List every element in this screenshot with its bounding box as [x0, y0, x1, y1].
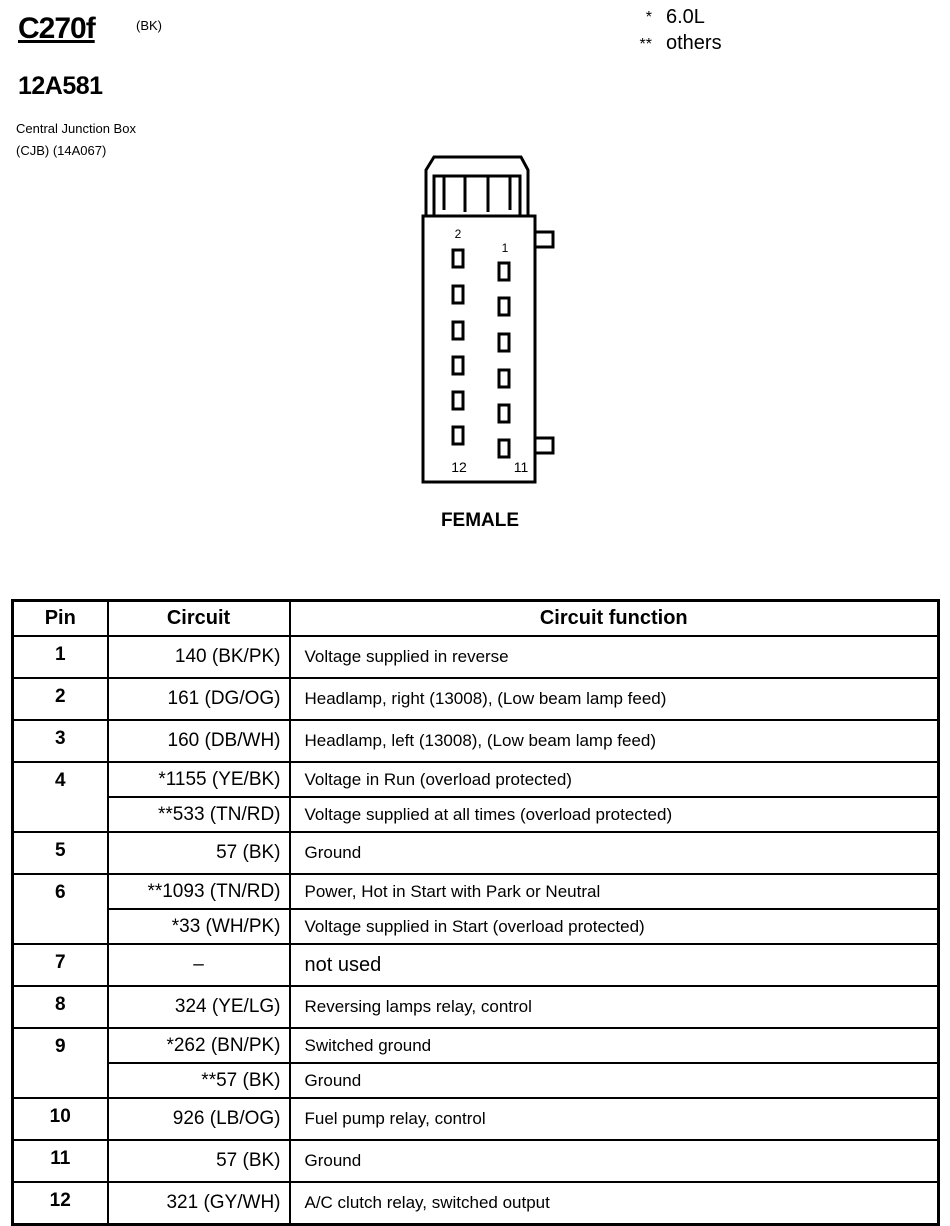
pin-label-12: 12: [451, 459, 467, 475]
connector-tab-bottom: [535, 438, 553, 453]
pin-label-1: 1: [501, 241, 509, 255]
circuit-cell: *1155 (YE/BK): [108, 762, 290, 797]
function-cell: Power, Hot in Start with Park or Neutral: [290, 874, 939, 909]
legend-mark-double-star: **: [639, 36, 652, 53]
function-cell: Ground: [290, 832, 939, 874]
table-row: [13, 797, 939, 832]
header-circuit-function: Circuit function: [290, 601, 939, 637]
table-row: [13, 832, 939, 874]
connector-color-code: (BK): [136, 18, 162, 33]
pin-cell: 9: [13, 1028, 108, 1098]
function-cell: Reversing lamps relay, control: [290, 986, 939, 1028]
pin-cell: 5: [13, 832, 108, 874]
legend-text-engine: 6.0L: [666, 6, 705, 28]
header-pin: Pin: [13, 601, 108, 637]
table-row: [13, 1028, 939, 1063]
circuit-cell: 160 (DB/WH): [108, 720, 290, 762]
table-row: [13, 944, 939, 986]
connector-face-diagram: [400, 150, 570, 490]
connector-tab-top: [535, 232, 553, 247]
connector-housing: [423, 216, 535, 482]
component-code: (CJB) (14A067): [16, 143, 107, 158]
circuit-cell: 161 (DG/OG): [108, 678, 290, 720]
circuit-cell: *33 (WH/PK): [108, 909, 290, 944]
circuit-cell: 321 (GY/WH): [108, 1182, 290, 1225]
circuit-cell: –: [108, 944, 290, 986]
function-cell: A/C clutch relay, switched output: [290, 1182, 939, 1225]
part-number: 12A581: [18, 72, 103, 100]
table-header-row: [13, 601, 939, 637]
table-row: [13, 720, 939, 762]
table-row: [13, 1098, 939, 1140]
component-name: Central Junction Box: [16, 121, 136, 136]
pin-cell: 10: [13, 1098, 108, 1140]
function-cell: Ground: [290, 1063, 939, 1098]
pin-assignment-table: [11, 599, 940, 1226]
legend-mark-single-star: *: [645, 9, 652, 26]
pin-cell: 8: [13, 986, 108, 1028]
table-row: [13, 636, 939, 678]
pin-cell: 12: [13, 1182, 108, 1225]
circuit-cell: 926 (LB/OG): [108, 1098, 290, 1140]
pin-label-11: 11: [513, 459, 529, 475]
circuit-cell: **533 (TN/RD): [108, 797, 290, 832]
function-cell: not used: [290, 944, 939, 986]
circuit-cell: 57 (BK): [108, 1140, 290, 1182]
circuit-cell: **57 (BK): [108, 1063, 290, 1098]
pin-cell: 1: [13, 636, 108, 678]
circuit-cell: 57 (BK): [108, 832, 290, 874]
pin-cell: 7: [13, 944, 108, 986]
function-cell: Headlamp, right (13008), (Low beam lamp feed): [290, 678, 939, 720]
table-row: [13, 874, 939, 909]
pin-cell: 6: [13, 874, 108, 944]
table-row: [13, 986, 939, 1028]
table-row: [13, 1140, 939, 1182]
function-cell: Voltage in Run (overload protected): [290, 762, 939, 797]
table-row: [13, 1063, 939, 1098]
connector-latch: [426, 157, 528, 216]
function-cell: Headlamp, left (13008), (Low beam lamp feed): [290, 720, 939, 762]
pin-label-2: 2: [454, 227, 462, 241]
connector-gender-label: FEMALE: [440, 510, 520, 531]
function-cell: Voltage supplied in reverse: [290, 636, 939, 678]
pin-cell: 4: [13, 762, 108, 832]
function-cell: Voltage supplied at all times (overload protected): [290, 797, 939, 832]
pin-cell: 3: [13, 720, 108, 762]
circuit-cell: 140 (BK/PK): [108, 636, 290, 678]
connector-id: C270f: [18, 12, 95, 45]
table-row: [13, 909, 939, 944]
table-row: [13, 762, 939, 797]
pin-cell: 11: [13, 1140, 108, 1182]
table-row: [13, 1182, 939, 1225]
pin-cell: 2: [13, 678, 108, 720]
legend-text-others: others: [666, 32, 722, 54]
function-cell: Fuel pump relay, control: [290, 1098, 939, 1140]
header-circuit: Circuit: [108, 601, 290, 637]
circuit-cell: **1093 (TN/RD): [108, 874, 290, 909]
function-cell: Switched ground: [290, 1028, 939, 1063]
circuit-cell: *262 (BN/PK): [108, 1028, 290, 1063]
function-cell: Voltage supplied in Start (overload protected): [290, 909, 939, 944]
circuit-cell: 324 (YE/LG): [108, 986, 290, 1028]
function-cell: Ground: [290, 1140, 939, 1182]
table-row: [13, 678, 939, 720]
